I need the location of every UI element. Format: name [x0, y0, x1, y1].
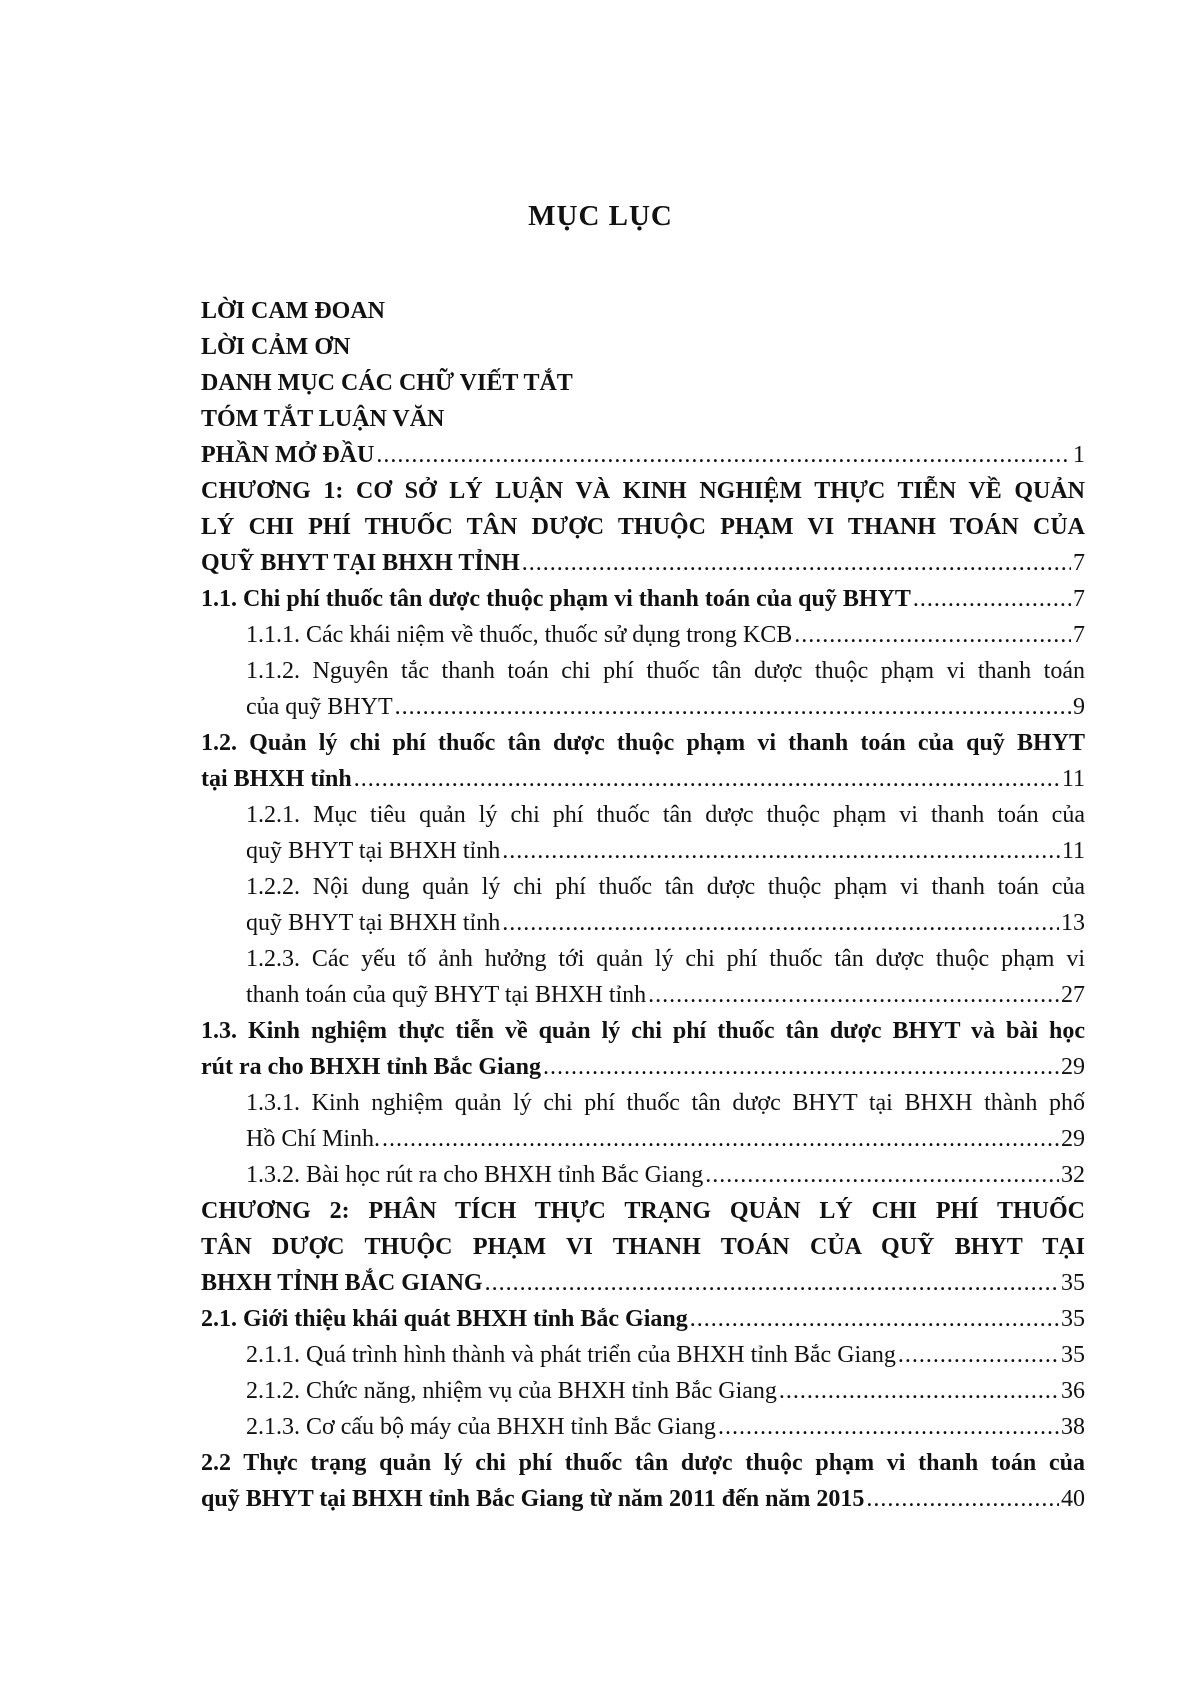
toc-entry-label: Hồ Chí Minh.	[246, 1126, 381, 1152]
toc-page-number: 9	[1073, 694, 1085, 720]
toc-entry	[201, 1337, 1085, 1373]
page-title: MỤC LỤC	[528, 200, 673, 232]
dot-leader	[376, 437, 1071, 473]
toc-entry	[201, 509, 1085, 545]
toc-entry-label: 2.2 Thực trạng quản lý chi phí thuốc tân dược thuộc phạm vi thanh toán của	[201, 1450, 1085, 1476]
toc-entry	[201, 1301, 1085, 1337]
toc-entry	[201, 833, 1085, 869]
toc-entry	[201, 725, 1085, 761]
dot-leader	[648, 977, 1059, 1013]
dot-leader	[502, 905, 1059, 941]
toc-entry	[201, 653, 1085, 689]
toc-entry	[201, 581, 1085, 617]
toc-entry-label: CHƯƠNG 1: CƠ SỞ LÝ LUẬN VÀ KINH NGHIỆM THỰC TIỄN VỀ QUẢN	[201, 478, 1085, 504]
toc-entry-label: 1.2.3. Các yếu tố ảnh hưởng tới quản lý chi phí thuốc tân dược thuộc phạm vi	[246, 946, 1085, 972]
dot-leader	[866, 1481, 1059, 1517]
toc-entry	[201, 797, 1085, 833]
toc-page-number: 13	[1061, 910, 1085, 936]
toc-entry-label: 1.1.1. Các khái niệm về thuốc, thuốc sử dụng trong KCB	[246, 622, 793, 648]
toc-entry-label: CHƯƠNG 2: PHÂN TÍCH THỰC TRẠNG QUẢN LÝ CHI PHÍ THUỐC	[201, 1198, 1085, 1224]
toc-entry	[201, 1121, 1085, 1157]
toc-entry-label: 1.2. Quản lý chi phí thuốc tân dược thuộc phạm vi thanh toán của quỹ BHYT	[201, 730, 1085, 756]
toc-entry-label: rút ra cho BHXH tỉnh Bắc Giang	[201, 1054, 542, 1080]
toc-entry-label: LỜI CAM ĐOAN	[201, 298, 385, 324]
dot-leader	[913, 581, 1071, 617]
table-of-contents	[201, 293, 1085, 1517]
dot-leader	[522, 545, 1071, 581]
toc-entry	[201, 293, 1085, 329]
toc-entry-label: TÓM TẮT LUẬN VĂN	[201, 406, 445, 432]
toc-entry-label: của quỹ BHYT	[246, 694, 393, 720]
toc-entry	[201, 617, 1085, 653]
toc-page-number: 29	[1061, 1054, 1085, 1080]
toc-page-number: 38	[1061, 1414, 1085, 1440]
toc-entry-label: PHẦN MỞ ĐẦU	[201, 442, 375, 468]
toc-page-number: 11	[1061, 766, 1085, 792]
toc-entry-label: 1.1. Chi phí thuốc tân dược thuộc phạm vi thanh toán của quỹ BHYT	[201, 586, 911, 612]
dot-leader	[779, 1373, 1059, 1409]
dot-leader	[718, 1409, 1059, 1445]
toc-entry	[201, 689, 1085, 725]
dot-leader	[354, 761, 1060, 797]
toc-entry-label: 2.1.2. Chức năng, nhiệm vụ của BHXH tỉnh Bắc Giang	[246, 1378, 777, 1404]
toc-page-number: 29	[1061, 1126, 1085, 1152]
toc-entry	[201, 869, 1085, 905]
toc-page-number: 36	[1061, 1378, 1085, 1404]
toc-entry-label: QUỸ BHYT TẠI BHXH TỈNH	[201, 550, 520, 576]
toc-page-number: 40	[1061, 1486, 1085, 1512]
toc-page-number: 7	[1073, 586, 1085, 612]
toc-entry-label: 1.2.2. Nội dung quản lý chi phí thuốc tân dược thuộc phạm vi thanh toán của	[246, 874, 1085, 900]
toc-entry-label: tại BHXH tỉnh	[201, 766, 352, 792]
toc-entry	[201, 1193, 1085, 1229]
toc-entry	[201, 1445, 1085, 1481]
dot-leader	[502, 833, 1060, 869]
toc-entry	[201, 1481, 1085, 1517]
toc-entry-label: 1.3.2. Bài học rút ra cho BHXH tỉnh Bắc Giang	[246, 1162, 704, 1188]
toc-entry	[201, 761, 1085, 797]
toc-entry-label: 1.2.1. Mục tiêu quản lý chi phí thuốc tân dược thuộc phạm vi thanh toán của	[246, 802, 1085, 828]
toc-page-number: 11	[1061, 838, 1085, 864]
toc-entry	[201, 905, 1085, 941]
toc-entry	[201, 473, 1085, 509]
toc-entry	[201, 1157, 1085, 1193]
toc-entry-label: 2.1.3. Cơ cấu bộ máy của BHXH tỉnh Bắc Giang	[246, 1414, 716, 1440]
toc-entry	[201, 1265, 1085, 1301]
toc-entry-label: LỜI CẢM ƠN	[201, 334, 351, 360]
toc-entry-label: LÝ CHI PHÍ THUỐC TÂN DƯỢC THUỘC PHẠM VI THANH TOÁN CỦA	[201, 514, 1085, 540]
toc-entry	[201, 1409, 1085, 1445]
toc-entry-label: BHXH TỈNH BẮC GIANG	[201, 1270, 483, 1296]
toc-entry	[201, 1373, 1085, 1409]
toc-entry	[201, 941, 1085, 977]
dot-leader	[898, 1337, 1059, 1373]
toc-entry-label: TÂN DƯỢC THUỘC PHẠM VI THANH TOÁN CỦA QUỸ BHYT TẠI	[201, 1234, 1085, 1260]
dot-leader	[382, 1121, 1059, 1157]
toc-page-number: 27	[1061, 982, 1085, 1008]
dot-leader	[543, 1049, 1059, 1085]
dot-leader	[485, 1265, 1059, 1301]
toc-entry-label: quỹ BHYT tại BHXH tỉnh	[246, 838, 501, 864]
toc-entry-label: 2.1. Giới thiệu khái quát BHXH tỉnh Bắc Giang	[201, 1306, 688, 1332]
toc-page-number: 7	[1073, 550, 1085, 576]
toc-page-number: 32	[1061, 1162, 1085, 1188]
toc-entry-label: 2.1.1. Quá trình hình thành và phát triển của BHXH tỉnh Bắc Giang	[246, 1342, 896, 1368]
dot-leader	[690, 1301, 1059, 1337]
toc-entry	[201, 401, 1085, 437]
toc-entry-label: quỹ BHYT tại BHXH tỉnh	[246, 910, 501, 936]
toc-entry-label: quỹ BHYT tại BHXH tỉnh Bắc Giang từ năm 2011 đến năm 2015	[201, 1486, 865, 1512]
toc-entry	[201, 437, 1085, 473]
dot-leader	[395, 689, 1071, 725]
toc-entry	[201, 1013, 1085, 1049]
toc-entry	[201, 545, 1085, 581]
toc-entry-label: DANH MỤC CÁC CHỮ VIẾT TẮT	[201, 370, 573, 396]
toc-entry-label: 1.1.2. Nguyên tắc thanh toán chi phí thuốc tân dược thuộc phạm vi thanh toán	[246, 658, 1085, 684]
toc-entry-label: 1.3. Kinh nghiệm thực tiễn về quản lý chi phí thuốc tân dược BHYT và bài học	[201, 1018, 1085, 1044]
toc-entry	[201, 365, 1085, 401]
toc-entry-label: thanh toán của quỹ BHYT tại BHXH tỉnh	[246, 982, 647, 1008]
toc-entry	[201, 977, 1085, 1013]
toc-entry	[201, 329, 1085, 365]
toc-page-number: 35	[1061, 1270, 1085, 1296]
toc-page-number: 1	[1073, 442, 1085, 468]
toc-entry	[201, 1229, 1085, 1265]
toc-page-number: 35	[1061, 1306, 1085, 1332]
dot-leader	[794, 617, 1071, 653]
toc-entry-label: 1.3.1. Kinh nghiệm quản lý chi phí thuốc tân dược BHYT tại BHXH thành phố	[246, 1090, 1085, 1116]
toc-entry	[201, 1049, 1085, 1085]
dot-leader	[705, 1157, 1059, 1193]
toc-page-number: 7	[1073, 622, 1085, 648]
toc-page-number: 35	[1061, 1342, 1085, 1368]
toc-entry	[201, 1085, 1085, 1121]
